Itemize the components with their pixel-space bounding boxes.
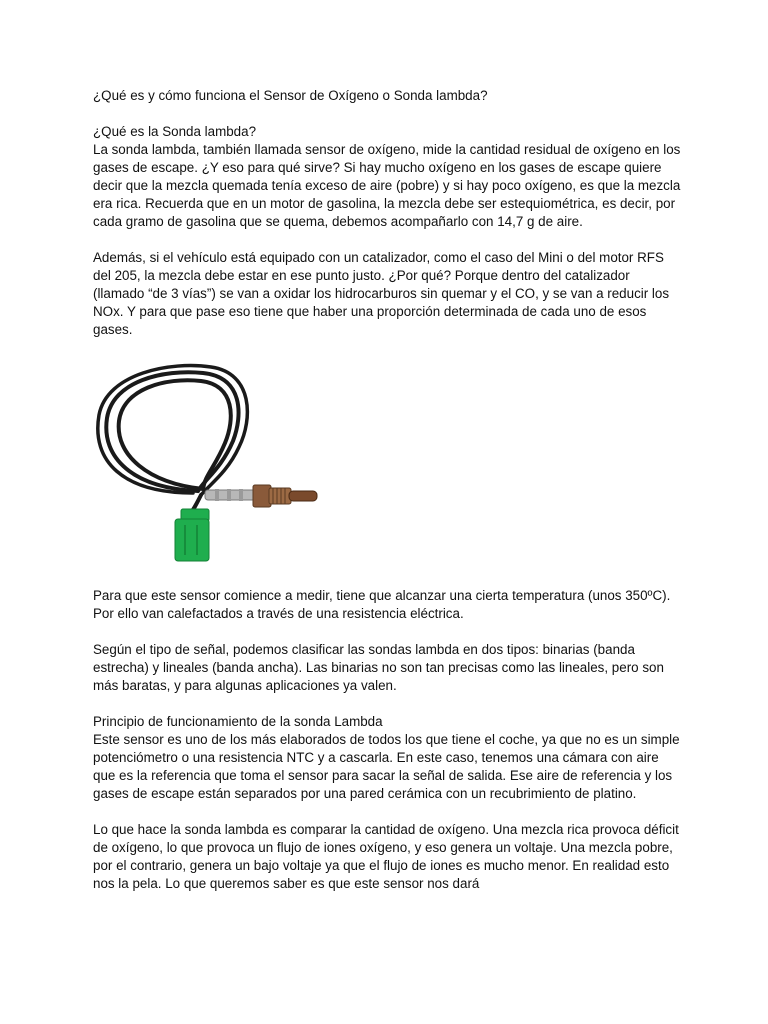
oxygen-sensor-image — [93, 363, 325, 565]
paragraph-definition: La sonda lambda, también llamada sensor de oxígeno, mide la cantidad residual de oxígeno en los gases de escape. ¿Y eso para qué sirve? Si hay mucho oxígeno en los gases de escape quiere decir que la mezcla quemada tenía exceso de aire (pobre) y si hay poco oxígeno, es que la mezcla era rica. Recuerda que en un motor de gasolina, la mezcla debe ser estequiométrica, es decir, por cada gramo de gasolina que se quema, debemos acompañarlo con 14,7 g de aire. — [93, 142, 681, 229]
paragraph-principle: Este sensor es uno de los más elaborados de todos los que tiene el coche, ya que no es un simple potenciómetro o una resistencia NTC y a cascarla. En este caso, tenemos una cámara con aire que es la referencia que toma el sensor para sacar la señal de salida. Ese aire de referencia y los gases de escape están separados por una pared cerámica con un recubrimiento de platino. — [93, 732, 680, 801]
paragraph-temperature: Para que este sensor comience a medir, tiene que alcanzar una cierta temperatura (unos 350ºC). Por ello van calefactados a través de una resistencia eléctrica. — [93, 588, 671, 621]
section-heading-que-es: ¿Qué es la Sonda lambda? — [93, 124, 257, 139]
document-page — [93, 87, 683, 893]
paragraph-catalyst: Además, si el vehículo está equipado con un catalizador, como el caso del Mini o del motor RFS del 205, la mezcla debe estar en ese punto justo. ¿Por qué? Porque dentro del catalizador (llamado “de 3 vías”) se van a oxidar los hidrocarburos sin quemar y el CO, y se van a reducir los NOx. Y para que pase eso tiene que haber una proporción determinada de cada uno de esos gases. — [93, 250, 670, 337]
document-title: ¿Qué es y cómo funciona el Sensor de Oxígeno o Sonda lambda? — [93, 88, 488, 103]
paragraph-operation: Lo que hace la sonda lambda es comparar la cantidad de oxígeno. Una mezcla rica provoca déficit de oxígeno, lo que provoca un flujo de iones oxígeno, y eso genera un voltaje. Una mezcla pobre, por el contrario, genera un bajo voltaje ya que el flujo de iones es mucho menor. En realidad esto nos la pela. Lo que queremos saber es que este sensor nos dará — [93, 822, 679, 891]
section-heading-principio: Principio de funcionamiento de la sonda Lambda — [93, 714, 383, 729]
paragraph-types: Según el tipo de señal, podemos clasificar las sondas lambda en dos tipos: binarias (banda estrecha) y lineales (banda ancha). Las binarias no son tan precisas como las lineales, pero son más baratas, y para algunas aplicaciones ya valen. — [93, 642, 664, 693]
